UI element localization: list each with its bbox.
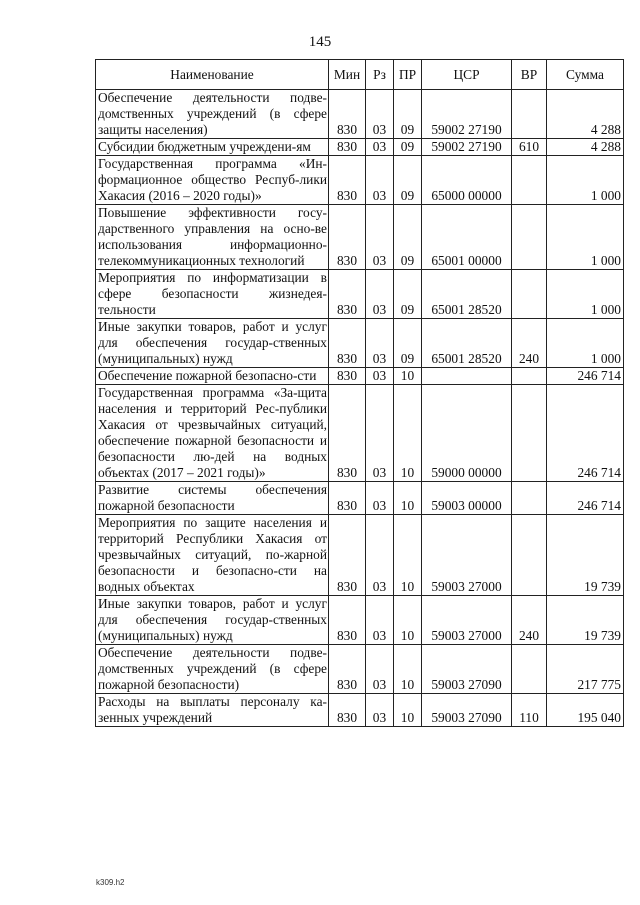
cell-min: 830 <box>329 139 366 156</box>
cell-name: Мероприятия по защите населения и территорий Республики Хакасия от чрезвычайных ситуаций, по-жарной безопасности и безопасно-сти на водных объектах <box>96 515 329 596</box>
cell-pr: 10 <box>394 515 422 596</box>
cell-rz: 03 <box>366 139 394 156</box>
table-row <box>96 482 624 515</box>
cell-name: Иные закупки товаров, работ и услуг для обеспечения государ-ственных (муниципальных) нужд <box>96 596 329 645</box>
cell-sum: 1 000 <box>547 270 624 319</box>
cell-sum: 246 714 <box>547 368 624 385</box>
cell-pr: 10 <box>394 482 422 515</box>
cell-csr: 59003 27090 <box>422 645 512 694</box>
cell-name: Повышение эффективности госу-дарственного управления на осно-ве использования информационно-телекоммуникационных технологий <box>96 205 329 270</box>
cell-rz: 03 <box>366 368 394 385</box>
table-row <box>96 139 624 156</box>
table-row <box>96 385 624 482</box>
cell-csr: 59002 27190 <box>422 139 512 156</box>
header-name: Наименование <box>96 60 329 90</box>
cell-name: Развитие системы обеспечения пожарной безопасности <box>96 482 329 515</box>
cell-vr: 240 <box>512 319 547 368</box>
header-csr: ЦСР <box>422 60 512 90</box>
cell-csr: 59003 00000 <box>422 482 512 515</box>
table-row <box>96 90 624 139</box>
cell-csr: 65001 00000 <box>422 205 512 270</box>
cell-sum: 246 714 <box>547 482 624 515</box>
table-row <box>96 368 624 385</box>
table-row <box>96 205 624 270</box>
cell-pr: 10 <box>394 368 422 385</box>
header-rz: Рз <box>366 60 394 90</box>
cell-pr: 10 <box>394 694 422 727</box>
cell-name: Государственная программа «Ин-формационное общество Респуб-лики Хакасия (2016 – 2020 годы)» <box>96 156 329 205</box>
cell-pr: 09 <box>394 270 422 319</box>
cell-min: 830 <box>329 515 366 596</box>
cell-vr <box>512 385 547 482</box>
cell-name: Иные закупки товаров, работ и услуг для обеспечения государ-ственных (муниципальных) нужд <box>96 319 329 368</box>
cell-rz: 03 <box>366 205 394 270</box>
cell-name: Мероприятия по информатизации в сфере безопасности жизнедея-тельности <box>96 270 329 319</box>
cell-rz: 03 <box>366 694 394 727</box>
cell-csr: 65001 28520 <box>422 270 512 319</box>
cell-pr: 09 <box>394 205 422 270</box>
cell-sum: 195 040 <box>547 694 624 727</box>
cell-min: 830 <box>329 385 366 482</box>
page-number: 145 <box>308 34 332 50</box>
header-vr: ВР <box>512 60 547 90</box>
cell-pr: 10 <box>394 645 422 694</box>
footer-code: k309.h2 <box>96 878 125 887</box>
header-pr: ПР <box>394 60 422 90</box>
cell-min: 830 <box>329 90 366 139</box>
cell-rz: 03 <box>366 319 394 368</box>
cell-rz: 03 <box>366 645 394 694</box>
cell-name: Субсидии бюджетным учреждени-ям <box>96 139 329 156</box>
cell-sum: 1 000 <box>547 156 624 205</box>
cell-min: 830 <box>329 205 366 270</box>
cell-csr: 59002 27190 <box>422 90 512 139</box>
cell-rz: 03 <box>366 90 394 139</box>
cell-pr: 09 <box>394 319 422 368</box>
table-body <box>96 90 624 727</box>
cell-rz: 03 <box>366 385 394 482</box>
cell-pr: 10 <box>394 385 422 482</box>
header-sum: Сумма <box>547 60 624 90</box>
cell-name: Обеспечение пожарной безопасно-сти <box>96 368 329 385</box>
cell-rz: 03 <box>366 270 394 319</box>
cell-sum: 1 000 <box>547 319 624 368</box>
budget-table <box>95 59 624 727</box>
cell-sum: 217 775 <box>547 645 624 694</box>
cell-csr: 59003 27090 <box>422 694 512 727</box>
table-row <box>96 270 624 319</box>
table-row <box>96 596 624 645</box>
cell-csr: 59000 00000 <box>422 385 512 482</box>
table-row <box>96 694 624 727</box>
cell-vr <box>512 90 547 139</box>
cell-vr <box>512 482 547 515</box>
table-row <box>96 645 624 694</box>
cell-csr <box>422 368 512 385</box>
cell-sum: 4 288 <box>547 139 624 156</box>
cell-vr <box>512 205 547 270</box>
cell-min: 830 <box>329 694 366 727</box>
cell-min: 830 <box>329 368 366 385</box>
cell-min: 830 <box>329 156 366 205</box>
cell-vr <box>512 270 547 319</box>
cell-name: Обеспечение деятельности подве-домственных учреждений (в сфере пожарной безопасности) <box>96 645 329 694</box>
cell-vr: 610 <box>512 139 547 156</box>
table-header-row <box>96 60 624 90</box>
cell-sum: 19 739 <box>547 596 624 645</box>
cell-vr <box>512 368 547 385</box>
cell-csr: 65001 28520 <box>422 319 512 368</box>
cell-sum: 19 739 <box>547 515 624 596</box>
cell-sum: 246 714 <box>547 385 624 482</box>
cell-name: Государственная программа «За-щита населения и территорий Рес-публики Хакасия от чрезвычайных ситуаций, обеспечение пожарной безопасности и безопасности лю-дей на водных объектах (2017 – 2021 годы)» <box>96 385 329 482</box>
table-row <box>96 156 624 205</box>
table-row <box>96 319 624 368</box>
cell-rz: 03 <box>366 596 394 645</box>
cell-sum: 1 000 <box>547 205 624 270</box>
cell-pr: 10 <box>394 596 422 645</box>
cell-rz: 03 <box>366 482 394 515</box>
table-row <box>96 515 624 596</box>
cell-name: Обеспечение деятельности подве-домственных учреждений (в сфере защиты населения) <box>96 90 329 139</box>
cell-pr: 09 <box>394 90 422 139</box>
cell-min: 830 <box>329 596 366 645</box>
cell-name: Расходы на выплаты персоналу ка-зенных учреждений <box>96 694 329 727</box>
cell-vr: 240 <box>512 596 547 645</box>
cell-rz: 03 <box>366 515 394 596</box>
cell-min: 830 <box>329 319 366 368</box>
cell-min: 830 <box>329 270 366 319</box>
cell-csr: 65000 00000 <box>422 156 512 205</box>
cell-pr: 09 <box>394 139 422 156</box>
cell-vr: 110 <box>512 694 547 727</box>
cell-pr: 09 <box>394 156 422 205</box>
header-min: Мин <box>329 60 366 90</box>
cell-min: 830 <box>329 482 366 515</box>
cell-min: 830 <box>329 645 366 694</box>
cell-vr <box>512 156 547 205</box>
cell-sum: 4 288 <box>547 90 624 139</box>
cell-csr: 59003 27000 <box>422 515 512 596</box>
cell-vr <box>512 645 547 694</box>
cell-csr: 59003 27000 <box>422 596 512 645</box>
cell-rz: 03 <box>366 156 394 205</box>
cell-vr <box>512 515 547 596</box>
